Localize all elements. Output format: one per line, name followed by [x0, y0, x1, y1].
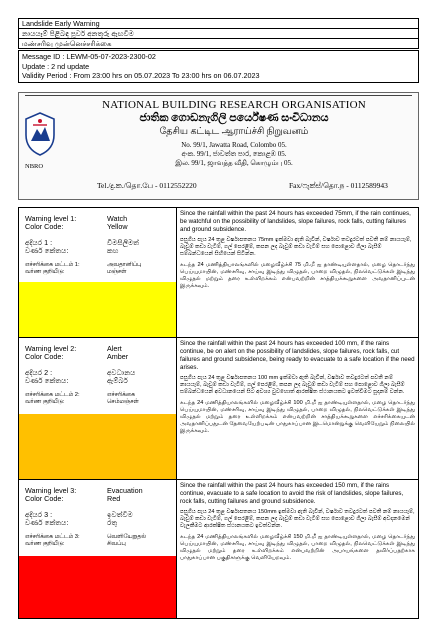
level-color-ta: செம்மஞ்சள் [107, 399, 139, 405]
level-color-si: රතු [107, 518, 118, 527]
description-english: Since the rainfall within the past 24 hours has exceeded 150 mm, if the rains continue, evacuate to a safe location to avoid the risk of landslides, slope failures, rock falls, cutting failures and ground subsidence. [180, 482, 404, 505]
address-sinhala: අංක. 99/1, ජාවත්ත පාර, කොළඹ 05. [181, 150, 287, 158]
level-label-ta: எச்சரிக்கை மட்டம் 3: [25, 534, 80, 540]
level-label-ta: எச்சரிக்கை மட்டம் 1: [25, 262, 80, 268]
color-code-label-si: වර්ණ කේතය: [25, 246, 69, 255]
level-color-en: Yellow [107, 222, 128, 231]
validity-period: Validity Period : From 23:00 hrs on 05.07.2023 To 23:00 hrs on 06.07.2023 [22, 71, 260, 80]
warning-title-box [18, 18, 419, 49]
warning-level-row [19, 480, 418, 618]
level-label-si: අදියර 2 : [25, 368, 53, 377]
level-label-ta: எச்சரிக்கை மட்டம் 2: [25, 392, 80, 398]
warning-levels-table [18, 207, 419, 619]
color-code-label-ta: வர்ண குறியீடு: [25, 399, 65, 405]
letterhead-rule [25, 95, 412, 96]
color-code-label-en: Color Code: [25, 352, 64, 361]
title-tamil: மண்சரிவு முன்னெச்சரிக்கை [22, 39, 112, 48]
description-tamil: கடந்த 24 மணித்தியாலங்களில் மழைவீழ்ச்சி 100 மி.மீ ஐ தாண்டியுள்ளதால், மழை தொடர்ந்து பெய்யுமாயின், மண்சரிவு, சாய்வு இடிந்து விழுதல், பாறை விழுதல், நிலவெட்டுக்கள் இடிந்து விழுதல் மற்றும் தரை உள்ளிறக்கம் என்பவற்றின் சாத்தியக்கூறுகளை எச்சரிக்கையுடன் அவதானிப்பதுடன் தேவையேற்படின் பாதுகாப்பான இடமொன்றுக்கு வெளியேறும் நிலையில் இருக்கவும். [180, 399, 415, 435]
level-name-en: Evacuation [107, 486, 143, 495]
org-name-sinhala: ජාතික ගොඩනැගිලි පර්යේෂණ සංවිධානය [139, 112, 329, 124]
color-code-label-en: Color Code: [25, 222, 64, 231]
warning-level-row [19, 338, 418, 480]
level-color-en: Red [107, 494, 121, 503]
warning-level-1-description [177, 208, 418, 337]
description-sinhala: පසුගිය පැය 24 තුළ වර්ෂාපතනය 75mm ඉක්මවා ඇති බැවින්, වර්ෂාව තවදුරටත් පවතී නම් නායයෑම්, බෑවුම් කඩා වැටීම්, ගල් පෙරළීම්, කපන ලද බෑවුම් කඩා වැටීම් සහ පොළොව ගිලා බැසීම් සම්බන්ධයෙන් සිහියෙන් සිටින්න. [180, 237, 412, 258]
warning-level-row [19, 208, 418, 338]
org-name-english: NATIONAL BUILDING RESEARCH ORGANISATION [102, 99, 366, 111]
color-code-label-si: වර්ණ කේතය: [25, 376, 69, 385]
level-label-en: Warning level 3: [25, 486, 77, 495]
color-swatch-red [19, 556, 176, 618]
telephone-number: Tel./දු.ක./தொ.பே - 0112552220 [97, 181, 197, 190]
description-sinhala: පසුගිය පැය 24 තුළ වර්ෂාපතනය 150mm ඉක්මවා ඇති බැවින්, වර්ෂාව තවදුරටත් පවතී නම් නායයෑම්, බෑවුම් කඩා වැටීම්, ගල් පෙරළීම්, කපන ලද බෑවුම් කඩා වැටීම් සහ පොළොව ගිලා බැසීම් අවදානමෙන් වැලකීමට ආරක්ෂිත ස්ථානයකට ඉවත්වන්න. [180, 509, 415, 530]
description-english: Since the rainfall within the past 24 hours has exceeded 100 mm, if the rains continue, be on alert on the possibility of landslides, slope failures, rock falls, cut failures and ground subsidence, being ready to evacuate to a safe location if the need arises. [180, 340, 415, 371]
level-name-si: අවධානය [107, 368, 136, 377]
level-name-en: Watch [107, 214, 128, 223]
title-sinhala: නායයෑම් පිළිබඳ පූර්ව අනතුරු ඇඟවීම [19, 29, 418, 39]
title-english: Landslide Early Warning [19, 19, 418, 29]
level-color-si: කහ [107, 246, 119, 255]
color-code-label-ta: வர்ண குறியீடு: [25, 541, 65, 547]
nbro-logo-text: NBRO [25, 163, 44, 170]
description-tamil: கடந்த 24 மணித்தியாலங்களில் மழைவீழ்ச்சி 75 மி.மீ ஐ தாண்டியுள்ளதால், மழை தொடர்ந்து பெய்யுமாயின், மண்சரிவு, சாய்வு இடிந்து விழுதல், பாறை விழுதல், நிலவெட்டுக்கள் இடிந்து விழுதல் மற்றும் தரை உள்ளிறக்கம் என்பவற்றின் சாத்தியக்கூறுகளை அவதானிப்புடன் இருக்கவும். [180, 261, 415, 290]
level-name-si: විමසිලිමත් [107, 238, 139, 247]
level-name-ta: அவதானிப்பு [107, 262, 142, 268]
warning-level-3-description [177, 480, 418, 618]
level-name-en: Alert [107, 344, 122, 353]
organisation-letterhead [18, 92, 419, 200]
level-color-ta: சிவப்பு [107, 541, 126, 547]
level-label-si: අදියර 1 : [25, 238, 53, 247]
color-swatch-yellow [19, 282, 176, 337]
fax-number: Fax/ෆැක්ස්/தொ.ந - 0112589943 [289, 181, 388, 190]
color-code-label-ta: வர்ண குறியீடு: [25, 269, 65, 275]
level-color-si: ඇම්බර් [107, 376, 128, 385]
address-english: No. 99/1, Jawatta Road, Colombo 05. [181, 141, 287, 149]
level-color-ta: மஞ்சள் [107, 269, 127, 275]
level-label-en: Warning level 2: [25, 344, 77, 353]
update-label: Update : 2 nd update [22, 61, 90, 71]
org-name-tamil: தேசிய கட்டிட ஆராய்ச்சி நிறுவனம் [159, 127, 309, 137]
level-label-en: Warning level 1: [25, 214, 77, 223]
organisation-names [79, 99, 389, 168]
level-name-ta: வெளியேறுதல் [107, 534, 146, 540]
level-name-si: ඉවත්වීම [107, 510, 133, 519]
warning-level-2-description [177, 338, 418, 479]
description-tamil: கடந்த 24 மணித்தியாலங்களில் மழைவீழ்ச்சி 150 மி.மீ ஐ தாண்டியுள்ளதால், மழை தொடர்ந்து பெய்யுமாயின், மண்சரிவு, சாய்வு இடிந்து விழுதல், பாறை விழுதல், நிலவெட்டுக்கள் இடிந்து விழுதல் மற்றும் தரை உள்ளிறக்கம் என்பவற்றின் அபாயங்களை தவிர்ப்பதற்காக பாதுகாப்பான பகுதிகளுக்கு வெளியேறவும். [180, 533, 415, 562]
color-code-label-si: වර්ණ කේතය: [25, 518, 69, 527]
description-english: Since the rainfall within the past 24 hours has exceeded 75mm, if the rain continues, be watchful on the possibility of landslides, slope failures, rock falls, cutting failures and ground subsidence. [180, 210, 411, 233]
warning-level-1-cell [19, 208, 177, 337]
warning-level-3-cell [19, 480, 177, 618]
level-color-en: Amber [107, 352, 129, 361]
level-name-ta: எச்சரிக்கை [107, 392, 136, 398]
message-id: Message ID : LEWM-05-07-2023-2300-02 [22, 52, 156, 61]
address-tamil: இல. 99/1, ஜாவத்த வீதி, கொழும்பு 05. [175, 159, 293, 167]
color-swatch-amber [19, 414, 176, 479]
nbro-logo-icon [23, 111, 57, 157]
warning-level-2-cell [19, 338, 177, 479]
message-meta-box [18, 50, 419, 83]
description-sinhala: පසුගිය පැය 24 තුළ වර්ෂාපතනය 100 mm ඉක්මවා ඇති බැවින්, වර්ෂාව තවදුරටත් පවතී නම් නායයෑම්, බෑවුම් කඩා වැටීම්, ගල් පෙරළීම්, කපන ලද බෑවුම් කඩා වැටීම් සහ පොළොව ගිලා බැසීම් සම්බන්ධයෙන් අවධානයෙන් සිට අවශ්‍ය වුවහොත් ආරක්ෂිත ස්ථානයකට ඉවත්වීමට සූදානම් වන්න. [180, 375, 405, 396]
level-label-si: අදියර 3 : [25, 510, 53, 519]
color-code-label-en: Color Code: [25, 494, 64, 503]
